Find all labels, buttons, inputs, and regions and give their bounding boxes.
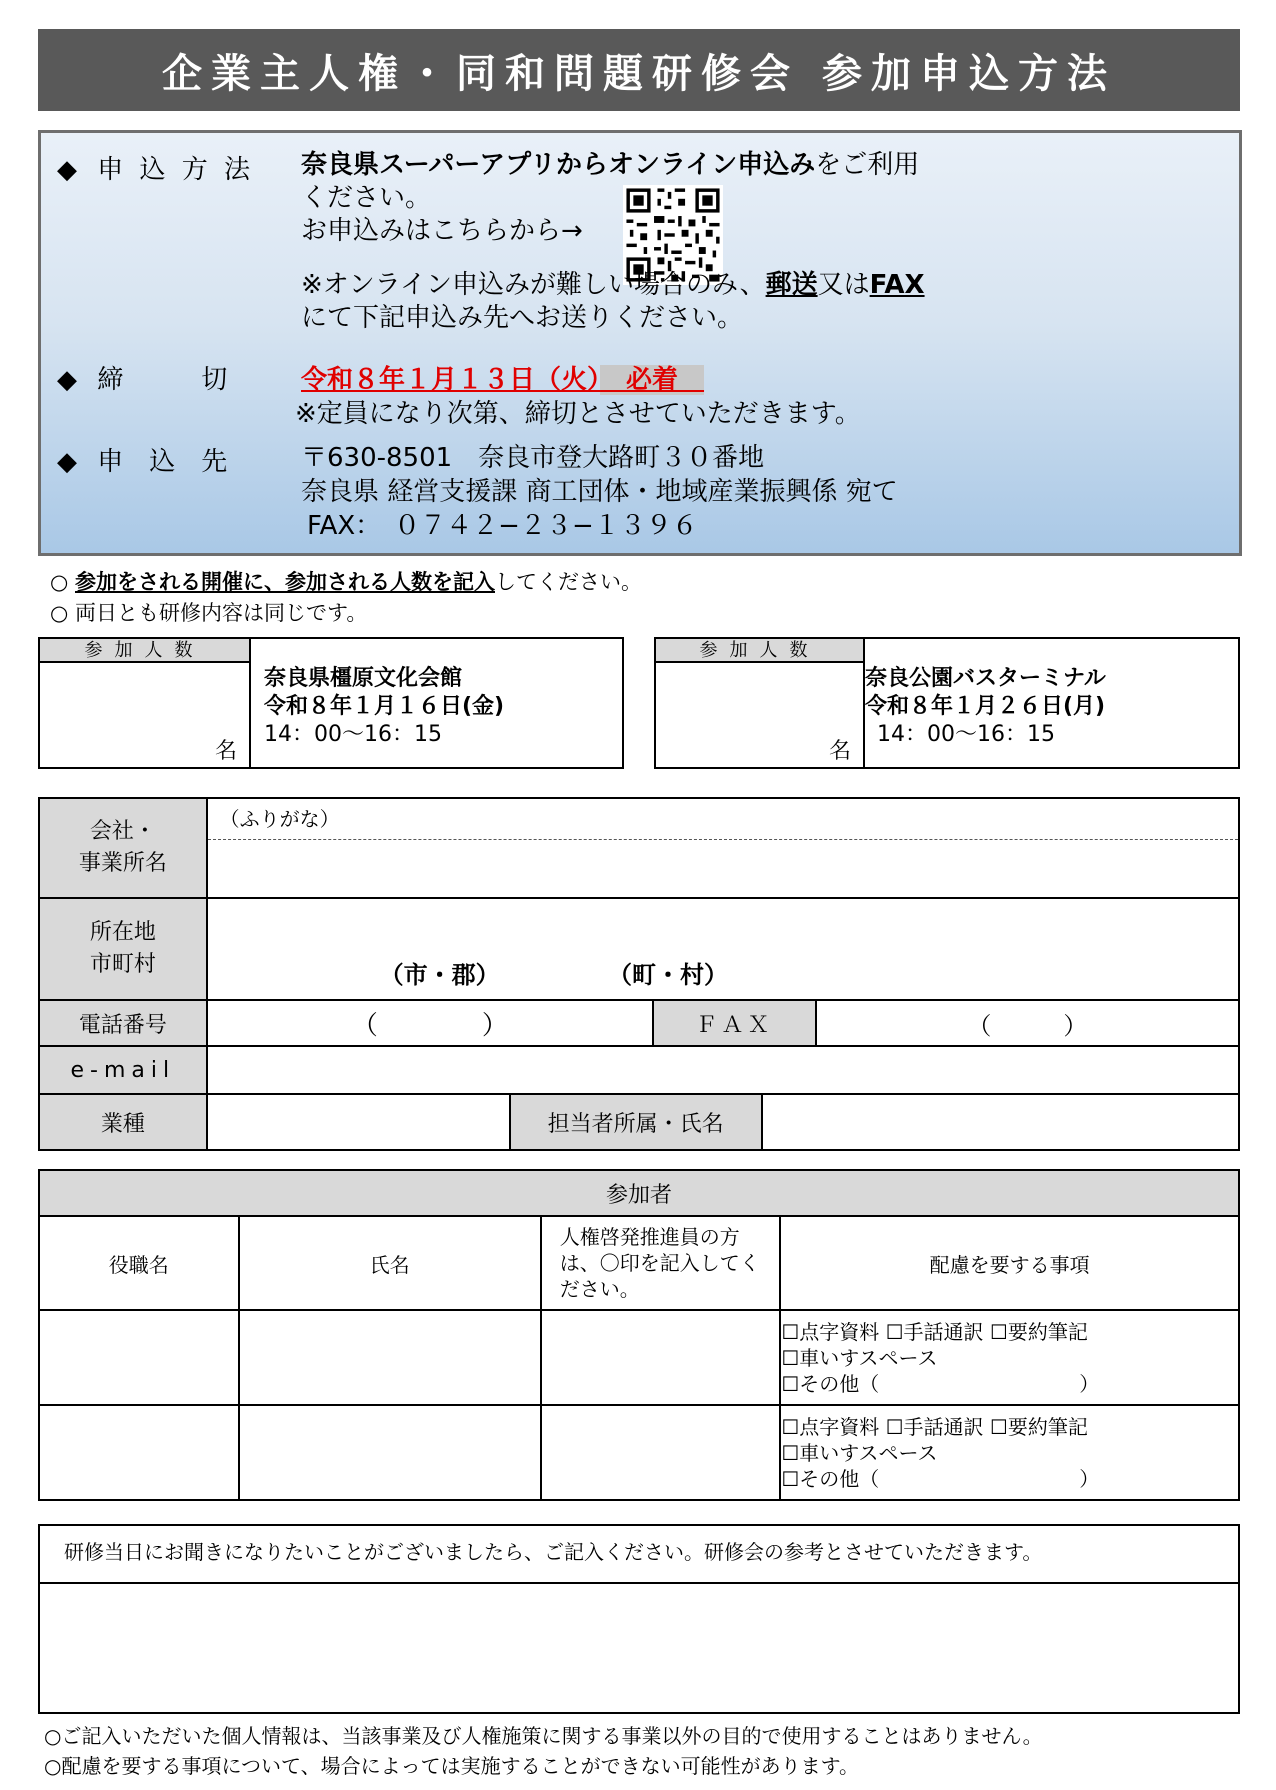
deadline-label: 締 切: [97, 365, 228, 395]
contact-field[interactable]: [763, 1095, 1238, 1149]
question-prompt: 研修当日にお聞きになりたいことがございましたら、ご記入ください。研修会の参考とさせていただきます。: [40, 1526, 1238, 1584]
col-care-header: 配慮を要する事項: [780, 1216, 1239, 1310]
alt-line2: にて下記申込み先へお送りください。: [301, 303, 744, 333]
question-box: [38, 1524, 1240, 1714]
fax-field[interactable]: （ ）: [816, 1000, 1239, 1046]
method-bold: 奈良県スーパーアプリからオンライン申込み: [301, 150, 816, 180]
diamond-bullet-icon: ◆: [57, 365, 77, 395]
industry-field[interactable]: [208, 1095, 509, 1149]
session-1-unit: 名: [214, 739, 237, 764]
footer-note-2: ○配慮を要する事項について、場合によっては実施することができない可能性があります。: [44, 1754, 860, 1778]
care-line-2[interactable]: ☐車いすスペース: [781, 1440, 938, 1465]
note-1-rest: してください。: [495, 570, 642, 594]
promoter-field[interactable]: [541, 1405, 781, 1500]
care-line-1[interactable]: ☐点字資料 ☐手話通訳 ☐要約筆記: [781, 1414, 1088, 1439]
care-line-3[interactable]: ☐その他（ ）: [781, 1466, 1100, 1491]
alt-prefix: ※オンライン申込みが難しい場合のみ、: [301, 270, 766, 300]
footer-note-1: ○ご記入いただいた個人情報は、当該事業及び人権施策に関する事業以外の目的で使用することはありません。: [44, 1724, 1043, 1748]
method-label: 申 込 方 法: [97, 155, 255, 185]
participants-title: 参加者: [39, 1170, 1239, 1216]
deadline-date: 令和８年１月１３日（火）: [301, 365, 601, 395]
method-line2: ください。: [301, 183, 432, 213]
session-1-count-field[interactable]: [40, 663, 251, 767]
fax-label: ＦＡＸ: [653, 1000, 816, 1046]
session-2-unit: 名: [828, 739, 851, 764]
alt-post: 郵送: [765, 270, 818, 300]
role-field[interactable]: [39, 1405, 239, 1500]
contact-label: 担当者所属・氏名: [509, 1095, 763, 1149]
company-label: 会社・ 事業所名: [39, 798, 207, 898]
col-name-header: 氏名: [239, 1216, 541, 1310]
session-2-count-field[interactable]: [656, 663, 865, 767]
alt-mid: 又は: [817, 270, 870, 300]
destination-line1: 〒630-8501 奈良市登大路町３０番地: [301, 443, 765, 473]
destination-text: [301, 441, 898, 543]
deadline-arrive: 必着: [600, 365, 705, 395]
session-1-date: 令和８年１月１６日(金): [264, 694, 505, 719]
deadline-row: [57, 359, 227, 396]
name-field[interactable]: [239, 1405, 541, 1500]
session-1-details: [264, 665, 504, 749]
town-label: （町・村）: [608, 961, 729, 989]
session-1-box: [38, 637, 624, 769]
col-role-header: 役職名: [39, 1216, 239, 1310]
diamond-bullet-icon: ◆: [57, 447, 77, 477]
company-info-table: [38, 797, 1240, 1151]
session-2-date: 令和８年１月２６日(月): [865, 694, 1106, 719]
destination-line2: 奈良県 経営支援課 商工団体・地域産業振興係 宛て: [301, 477, 898, 507]
industry-label: 業種: [39, 1094, 207, 1150]
session-2-count-header: 参加人数: [656, 639, 865, 663]
company-name-field[interactable]: [207, 798, 1239, 898]
name-field[interactable]: [239, 1310, 541, 1405]
city-label: （市・郡）: [379, 961, 500, 989]
alt-method-text: [301, 269, 925, 335]
care-options[interactable]: [780, 1405, 1239, 1500]
alt-fax: FAX: [869, 270, 925, 300]
role-field[interactable]: [39, 1310, 239, 1405]
furigana-field[interactable]: （ふりがな）: [208, 799, 1238, 840]
care-line-3[interactable]: ☐その他（ ）: [781, 1371, 1100, 1396]
note-1-bold: 参加をされる開催に、参加される人数を記入: [75, 570, 495, 594]
participants-table: [38, 1169, 1240, 1501]
session-2-venue: 奈良公園バスターミナル: [865, 666, 1106, 691]
destination-label: 申 込 先: [97, 447, 228, 477]
industry-contact-row: [207, 1094, 1239, 1150]
session-1-venue: 奈良県橿原文化会館: [264, 666, 463, 691]
method-row: [57, 149, 254, 186]
session-2-box: [654, 637, 1240, 769]
question-field[interactable]: [40, 1584, 1238, 1714]
care-line-1[interactable]: ☐点字資料 ☐手話通訳 ☐要約筆記: [781, 1319, 1088, 1344]
destination-row: [57, 441, 227, 478]
care-line-2[interactable]: ☐車いすスペース: [781, 1345, 938, 1370]
session-1-time: 14：00〜16：15: [264, 722, 442, 747]
note-2: ○ 両日とも研修内容は同じです。: [50, 601, 368, 625]
method-line3: お申込みはこちらから→: [301, 216, 583, 246]
promoter-field[interactable]: [541, 1310, 781, 1405]
application-info-box: [38, 130, 1242, 556]
session-1-count-header: 参加人数: [40, 639, 251, 663]
deadline-text: [301, 359, 704, 396]
deadline-note: ※定員になり次第、締切とさせていただきます。: [295, 399, 861, 429]
email-field[interactable]: [207, 1046, 1239, 1094]
care-options[interactable]: [780, 1310, 1239, 1405]
page-title: 企業主人権・同和問題研修会 参加申込方法: [38, 29, 1240, 111]
address-field[interactable]: [207, 898, 1239, 1000]
phone-label: 電話番号: [39, 1000, 207, 1046]
col-promoter-header: 人権啓発推進員の方は、〇印を記入してください。: [541, 1216, 781, 1310]
participant-row: [39, 1310, 1239, 1405]
session-2-time: 14：00〜16：15: [877, 722, 1055, 747]
address-label: 所在地 市町村: [39, 898, 207, 1000]
note-1-prefix: ○: [50, 570, 75, 594]
destination-fax: FAX： ０７４２−２３−１３９６: [307, 511, 698, 541]
diamond-bullet-icon: ◆: [57, 155, 77, 185]
note-1: [50, 566, 642, 596]
method-rest: をご利用: [815, 150, 920, 180]
phone-field[interactable]: （ ）: [207, 1000, 653, 1046]
participant-row: [39, 1405, 1239, 1500]
session-2-details: [865, 665, 1106, 749]
email-label: e-mail: [39, 1046, 207, 1094]
method-text: [301, 149, 919, 248]
